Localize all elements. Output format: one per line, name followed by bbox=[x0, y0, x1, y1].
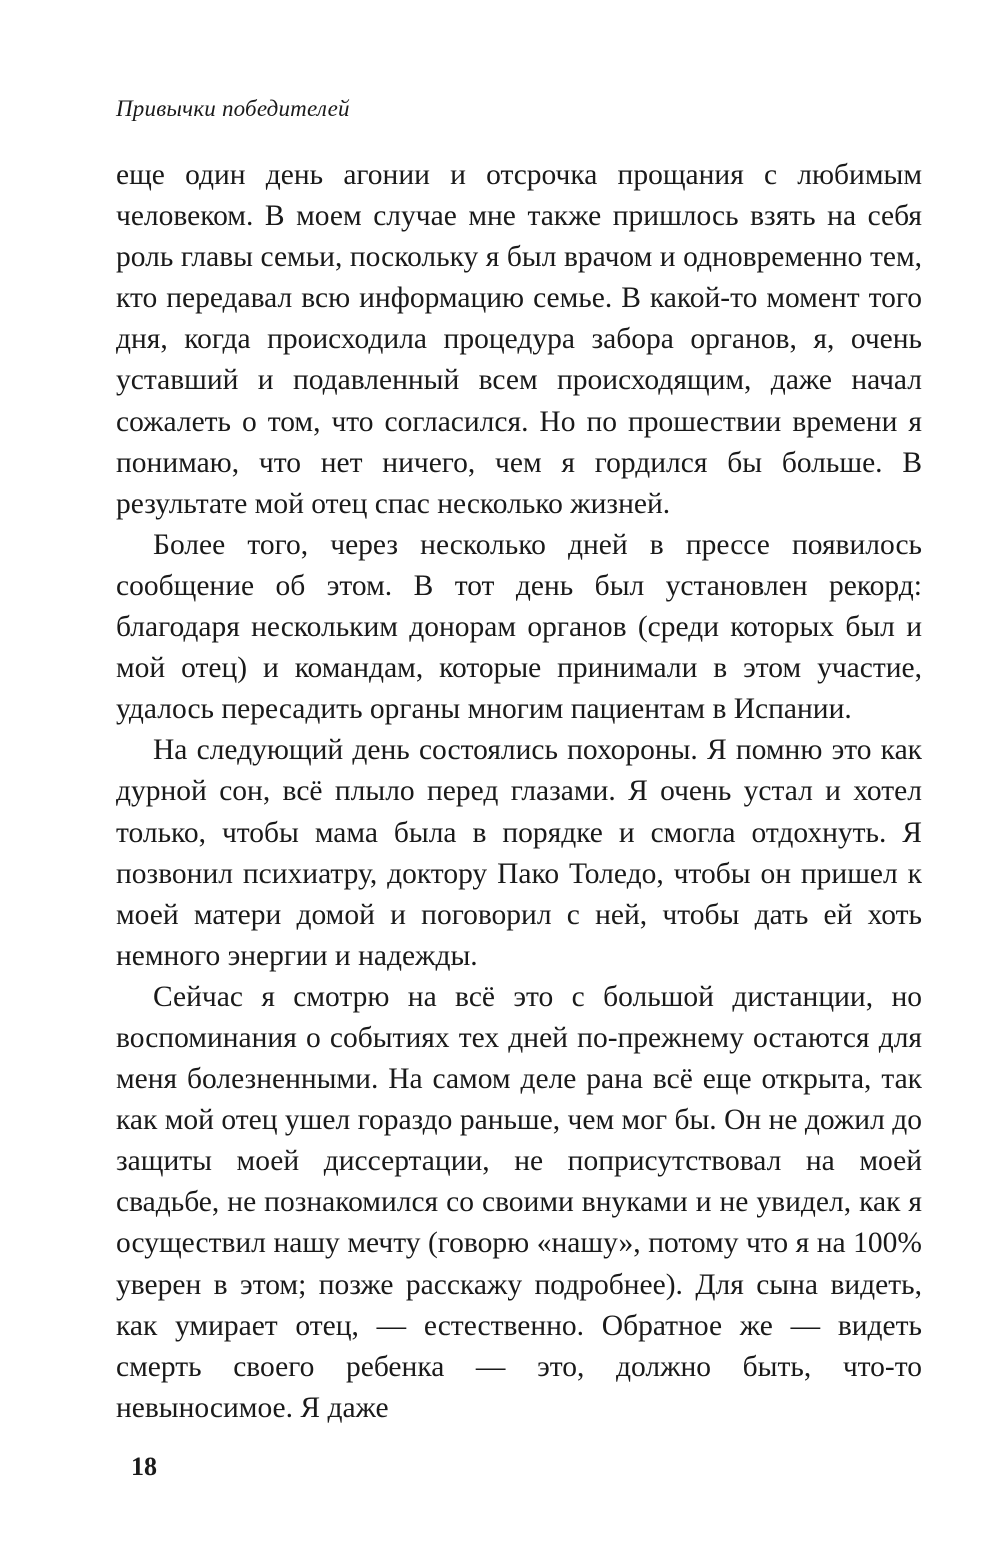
paragraph-4: Сейчас я смотрю на всё это с большой дистанции, но воспоминания о событиях тех дней по-прежнему остаются для меня болезненными. На самом деле рана всё еще открыта, так как мой отец ушел гораздо раньше, чем мог бы. Он не дожил до защиты моей диссертации, не поприсутствовал на моей свадьбе, не познакомился со своими внуками и не увидел, как я осуществил нашу мечту (говорю «нашу», потому что я на 100% уверен в этом; позже расскажу подробнее). Для сына видеть, как умирает отец, — естественно. Обратное же — видеть смерть своего ребенка — это, должно быть, что-то невыносимое. Я даже bbox=[116, 980, 922, 1424]
paragraph-2: Более того, через несколько дней в прессе появилось сообщение об этом. В тот день был установлен рекорд: благодаря нескольким донорам органов (среди которых был и мой отец) и командам, которые принимали в этом участие, удалось пересадить органы многим пациентам в Испании. bbox=[116, 528, 922, 726]
paragraph-1: еще один день агонии и отсрочка прощания с любимым человеком. В моем случае мне также пришлось взять на себя роль главы семьи, поскольку я был врачом и одновременно тем, кто передавал всю информацию семье. В какой-то момент того дня, когда происходила процедура забора органов, я, очень уставший и подавленный всем происходящим, даже начал сожалеть о том, что согласился. Но по прошествии времени я понимаю, что нет ничего, чем я гордился бы больше. В результате мой отец спас несколько жизней. bbox=[116, 159, 922, 520]
paragraph-3: На следующий день состоялись похороны. Я помню это как дурной сон, всё плыло перед глазами. Я очень устал и хотел только, чтобы мама была в порядке и смогла отдохнуть. Я позвонил психиатру, доктору Пако Толедо, чтобы он пришел к моей матери домой и поговорил с ней, чтобы дать ей хоть немного энергии и надежды. bbox=[116, 734, 922, 972]
running-header: Привычки победителей bbox=[116, 96, 350, 121]
body-text bbox=[116, 155, 922, 1429]
page-number: 18 bbox=[131, 1452, 157, 1481]
